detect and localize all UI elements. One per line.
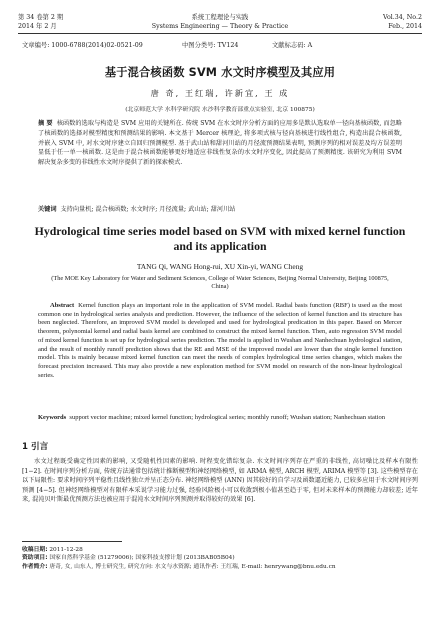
date-en: Feb., 2014 bbox=[388, 23, 422, 30]
author-text: 唐奇, 女, 山东人, 博士研究生, 研究方向: 水文与水资源; 通讯作者: 王红瑞, E-mail: henrywang@bnu.edu.cn bbox=[49, 563, 336, 570]
footnote-author bbox=[22, 563, 418, 571]
authors-zh: 唐 奇, 王红瑞, 许新宜, 王 成 bbox=[150, 88, 290, 98]
affiliation-zh: (北京师范大学 水科学研究院 水沙科学教育部重点实验室, 北京 100875) bbox=[125, 107, 315, 113]
introduction-body: 水文过程既受确定性因素的影响, 又受随机性因素的影响. 时程变化错综复杂. 水文时间序列存在严重的非线性, 高切噪比及样本有限性 [1−2]. 在时间序列分析方面, 传统方法通常包括统计推断模型和神经网络模型, 如 ARMA 模型, ARCH 模型, ARIMA 模型等 [3]. 这些模型存在以下局限性: 要求时间序列平稳性且线性独立并呈正态分布. 神经网络模型 (ANN) 因其较好的自学习及函数逼近能力, 已较多应用于水文时间序列预测 [4−5]. 但神经网络模型对有限样本采说学习能力过强, 经验风险极小可以收敛到极小值甚至趋于零, 但对未来样本的预测能力却较差; 近年来, 混沌贝叶斯最优预测方法也被应用于混沌水文时间序列预测并取得较好的效果 [6]. bbox=[22, 458, 418, 504]
received-date: 2011-12-28 bbox=[49, 547, 83, 553]
authors-en: TANG Qi, WANG Hong-rui, XU Xin-yi, WANG Cheng bbox=[136, 262, 304, 271]
date-zh: 2014 年 2 月 bbox=[18, 23, 57, 30]
funding-label: 资助项目: bbox=[22, 555, 48, 562]
received-label: 收稿日期: bbox=[22, 547, 48, 553]
footnote-funding bbox=[22, 554, 418, 562]
header-rule bbox=[18, 33, 422, 34]
abstract-zh-label: 摘 要 bbox=[38, 120, 53, 127]
abstract-en-text: Kernel function plays an important role in the application of SVM model. Radial basis function (RBF) is used as the most common one in hydrological series analysis and prediction. However, the influence of the selection of kernel function and its structure has been neglected. Therefore, an improved SVM model is developed and used for hydrological predication in this paper. Based on Mercer theorem, polynomial kernel and radial basis kernel are combined to construct the mixed kernel function. Then, auto regression SVM model of mixed kernel function is set up for hydrological series prediction. The model is applied in Wushan and Nanhechuan hydrological station, and the result of monthly runoff prediction shows that the RE and MSE of the improved model are lower than the single kernel function model. This is mainly because mixed kernel function can meet the needs of complex hydrological time series changes, which makes the forecast precision increased. This may also provide a new exploration method for SVM model on research of the non-linear hydrological series. bbox=[38, 302, 402, 379]
abstract-zh-text: 核函数的选取与构造是 SVM 应用的关键所在. 传统 SVM 在水文时序分析方面的应用多是默认选取单一径向基核函数, 而忽略了核函数的选择对模型精度和预测结果的影响. 本文基于 Mercer 核理论, 将多项式核与径向基核进行线性组合, 构造出混合核函数, 并嵌入 SVM 中, 对水文时序建立自回归预测模型. 基于武山站和甜河川站的月径流预测结果表明, 预测序列的相对误差及均方误差明显低于任一单一核函数. 这是由于混合核函数能够更好地适应非线性复杂的水文时序变化, 因此提高了预测精度. 该研究为利用 SVM 解决复杂多变的非线性水文时序提供了新的探索模式. bbox=[38, 120, 402, 167]
footnote-rule bbox=[22, 541, 122, 542]
keywords-zh-label: 关键词 bbox=[38, 206, 57, 213]
funding-text: 国家自然科学基金 (51279006); 国家科技支撑计划 (2013BAB05B04) bbox=[49, 555, 235, 562]
keywords-zh bbox=[38, 206, 402, 214]
volume-en: Vol.34, No.2 bbox=[383, 14, 422, 21]
footnotes bbox=[22, 546, 418, 571]
abstract-zh bbox=[38, 119, 402, 168]
document-code: 文献标志码: A bbox=[272, 42, 313, 49]
title-zh: 基于混合核函数 SVM 水文时序模型及其应用 bbox=[104, 66, 336, 79]
keywords-en-label: Keywords bbox=[38, 414, 67, 421]
journal-en: Systems Engineering — Theory & Practice bbox=[151, 23, 289, 30]
keywords-en bbox=[38, 414, 402, 423]
keywords-zh-text: 支持向量机; 混合核函数; 水文时序; 月径流量; 武山站; 甜河川站 bbox=[60, 206, 236, 213]
journal-zh: 系统工程理论与实践 bbox=[191, 14, 249, 21]
affiliation-en: (The MOE Key Laboratory for Water and Sediment Sciences, College of Water Sciences, Beijing Normal University, Beijing 100875, China) bbox=[51, 275, 389, 291]
abstract-en bbox=[38, 302, 402, 380]
abstract-en-label: Abstract bbox=[50, 302, 75, 309]
footnote-received bbox=[22, 546, 418, 554]
issue-zh: 第 34 卷第 2 期 bbox=[18, 14, 64, 21]
keywords-en-text: support vector machine; mixed kernel function; hydrological series; monthly runoff; Wushan station; Nanhechuan station bbox=[69, 414, 385, 421]
author-label: 作者简介: bbox=[22, 563, 48, 570]
clc-number: 中图分类号: TV124 bbox=[182, 42, 239, 49]
section-heading-introduction: 1 引言 bbox=[22, 442, 49, 452]
article-number: 文章编号: 1000-6788(2014)02-0521-09 bbox=[22, 42, 143, 49]
title-en: Hydrological time series model based on SVM with mixed kernel function and its application bbox=[34, 224, 406, 253]
